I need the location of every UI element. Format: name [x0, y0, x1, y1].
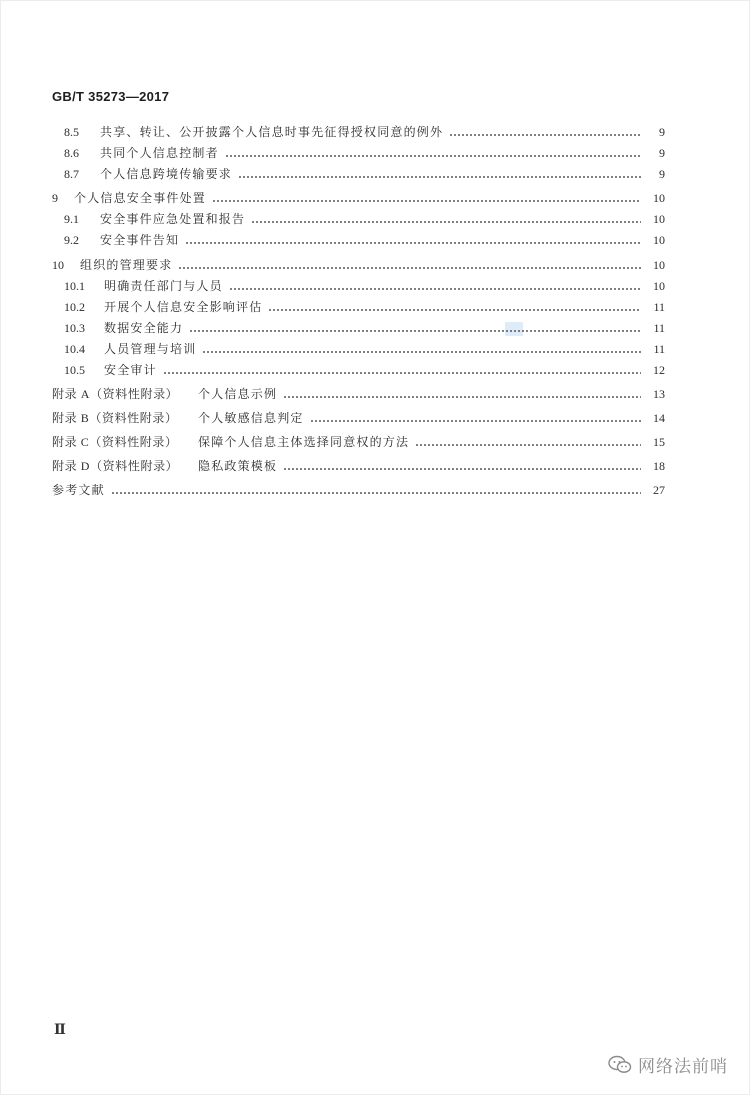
- toc-entry-title: 安全事件告知: [100, 233, 180, 247]
- toc-entry-title: 组织的管理要求: [80, 258, 173, 272]
- toc-entry-page: 18: [653, 459, 665, 473]
- toc-entry-page: 11: [653, 300, 665, 314]
- toc-entry-number: 附录 B（资料性附录）: [52, 411, 178, 425]
- toc-entry-number: 附录 D（资料性附录）: [52, 459, 179, 473]
- toc-entry[interactable]: [64, 230, 665, 250]
- toc-entry[interactable]: [52, 408, 665, 428]
- toc-entry[interactable]: [52, 384, 665, 404]
- toc-entry-page: 10: [653, 233, 665, 247]
- toc-entry-page: 13: [653, 387, 665, 401]
- toc-entry-number: 10.3: [64, 321, 85, 335]
- toc-entry-title: 个人信息示例: [198, 387, 278, 401]
- toc-entry-page: 11: [653, 342, 665, 356]
- toc-entry-title: 个人信息安全事件处置: [74, 191, 207, 205]
- toc-entry[interactable]: [64, 209, 665, 229]
- toc-entry-title: 安全事件应急处置和报告: [100, 212, 246, 226]
- toc-entry-title: 明确责任部门与人员: [104, 279, 223, 293]
- toc-entry-page: 9: [659, 167, 665, 181]
- toc-leader-dots: [111, 492, 641, 494]
- toc-leader-dots: [185, 242, 641, 244]
- toc-entry-number: 8.7: [64, 167, 79, 181]
- toc-entry[interactable]: [52, 456, 665, 476]
- toc-leader-dots: [283, 396, 641, 398]
- toc-entry-page: 15: [653, 435, 665, 449]
- toc-entry-number: 8.6: [64, 146, 79, 160]
- toc-leader-dots: [415, 444, 641, 446]
- toc-entry[interactable]: [64, 360, 665, 380]
- toc-entry-page: 10: [653, 191, 665, 205]
- toc-leader-dots: [202, 351, 641, 353]
- toc-leader-dots: [178, 267, 641, 269]
- toc-entry-title: 个人信息跨境传输要求: [100, 167, 233, 181]
- toc-entry-number: 附录 C（资料性附录）: [52, 435, 178, 449]
- toc-leader-dots: [163, 372, 641, 374]
- toc-entry-number: 9.2: [64, 233, 79, 247]
- toc-entry-number: 10.5: [64, 363, 85, 377]
- toc-entry-number: 10.1: [64, 279, 85, 293]
- toc-entry-number: 9.1: [64, 212, 79, 226]
- toc-entry-page: 9: [659, 125, 665, 139]
- wechat-icon: [608, 1055, 632, 1075]
- toc-entry[interactable]: [64, 339, 665, 359]
- toc-entry-page: 10: [653, 258, 665, 272]
- watermark-text: 网络法前哨: [638, 1057, 728, 1077]
- toc-entry[interactable]: [64, 276, 665, 296]
- toc-entry[interactable]: [64, 318, 665, 338]
- watermark: [608, 1052, 728, 1077]
- toc-entry[interactable]: [64, 143, 665, 163]
- toc-entry-title: 开展个人信息安全影响评估: [104, 300, 263, 314]
- toc-entry-title: 隐私政策模板: [198, 459, 278, 473]
- toc-leader-dots: [238, 176, 641, 178]
- toc-entry-number: 9: [52, 191, 58, 205]
- toc-entry-page: 9: [659, 146, 665, 160]
- toc-entry-number: 10.2: [64, 300, 85, 314]
- toc-entry-page: 10: [653, 212, 665, 226]
- toc-entry-page: 10: [653, 279, 665, 293]
- toc-entry[interactable]: [52, 432, 665, 452]
- toc-leader-dots: [268, 309, 641, 311]
- toc-entry-number: 10: [52, 258, 64, 272]
- page-number: Ⅱ: [54, 1023, 66, 1038]
- toc-entry[interactable]: [52, 480, 665, 500]
- toc-leader-dots: [283, 468, 641, 470]
- toc-leader-dots: [449, 134, 641, 136]
- toc-entry-page: 27: [653, 483, 665, 497]
- toc-leader-dots: [212, 200, 641, 202]
- toc-entry-title: 参考文献: [52, 483, 105, 497]
- toc-entry-title: 共同个人信息控制者: [100, 146, 219, 160]
- toc-entry-page: 14: [653, 411, 665, 425]
- toc-leader-dots: [189, 330, 641, 332]
- toc-entry-title: 个人敏感信息判定: [198, 411, 304, 425]
- standard-code-header: GB/T 35273—2017: [52, 89, 170, 104]
- toc-entry[interactable]: [52, 255, 665, 275]
- toc-leader-dots: [225, 155, 641, 157]
- toc-entry[interactable]: [64, 122, 665, 142]
- toc-entry-title: 人员管理与培训: [104, 342, 197, 356]
- toc-entry-title: 保障个人信息主体选择同意权的方法: [198, 435, 410, 449]
- toc-entry-title: 数据安全能力: [104, 321, 184, 335]
- toc-entry[interactable]: [64, 164, 665, 184]
- toc-entry-title: 共享、转让、公开披露个人信息时事先征得授权同意的例外: [100, 125, 444, 139]
- toc-entry-number: 8.5: [64, 125, 79, 139]
- toc-entry-number: 10.4: [64, 342, 85, 356]
- toc-entry-page: 12: [653, 363, 665, 377]
- toc-leader-dots: [229, 288, 641, 290]
- toc-entry-title: 安全审计: [104, 363, 157, 377]
- toc-entry[interactable]: [52, 188, 665, 208]
- toc-leader-dots: [251, 221, 641, 223]
- toc-entry[interactable]: [64, 297, 665, 317]
- toc-entry-number: 附录 A（资料性附录）: [52, 387, 179, 401]
- toc-leader-dots: [310, 420, 641, 422]
- toc-entry-page: 11: [653, 321, 665, 335]
